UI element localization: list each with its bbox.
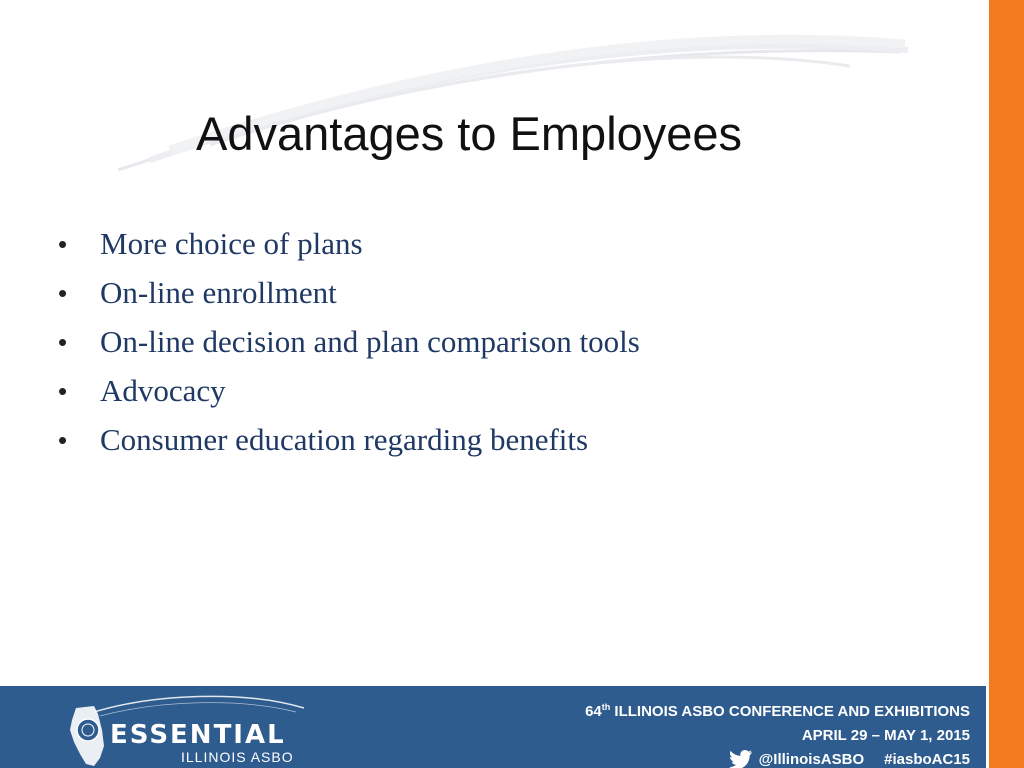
conference-ordinal-number: 64	[585, 703, 602, 720]
bullet-text: On-line decision and plan comparison tools	[100, 324, 640, 359]
bullet-item	[54, 369, 640, 418]
conference-name-line	[585, 700, 970, 724]
bullet-text: On-line enrollment	[100, 275, 337, 310]
slide-title: Advantages to Employees	[196, 107, 743, 160]
bullet-item	[54, 222, 640, 271]
conference-ordinal-suffix: th	[601, 702, 611, 712]
footer-bar	[0, 686, 986, 768]
bullet-item	[54, 418, 640, 467]
accent-bar-stripe	[986, 0, 989, 768]
bullet-item	[54, 271, 640, 320]
bullet-item	[54, 320, 640, 369]
conference-name: ILLINOIS ASBO CONFERENCE AND EXHIBITIONS	[614, 703, 970, 720]
brand-name: ESSENTIAL	[110, 720, 286, 750]
bullet-dot: •	[58, 327, 68, 357]
bullet-dot: •	[58, 229, 68, 259]
bullet-dot: •	[58, 425, 68, 455]
bullet-text: Advocacy	[100, 373, 226, 408]
brand-subtitle: ILLINOIS ASBO	[181, 749, 294, 765]
bullet-text: More choice of plans	[100, 226, 363, 261]
bullet-dot: •	[58, 278, 68, 308]
bullet-dot: •	[58, 376, 68, 406]
social-line	[729, 748, 970, 768]
accent-bar	[986, 0, 1024, 768]
bullet-list	[54, 222, 640, 467]
twitter-handle[interactable]: @IllinoisASBO	[758, 751, 865, 768]
conference-dates: APRIL 29 – MAY 1, 2015	[801, 727, 970, 744]
decorative-swoosh	[0, 0, 1024, 200]
bullet-text: Consumer education regarding benefits	[100, 422, 589, 457]
twitter-bird-icon	[729, 750, 753, 768]
hashtag[interactable]: #iasboAC15	[884, 751, 970, 768]
conference-info	[585, 700, 970, 768]
